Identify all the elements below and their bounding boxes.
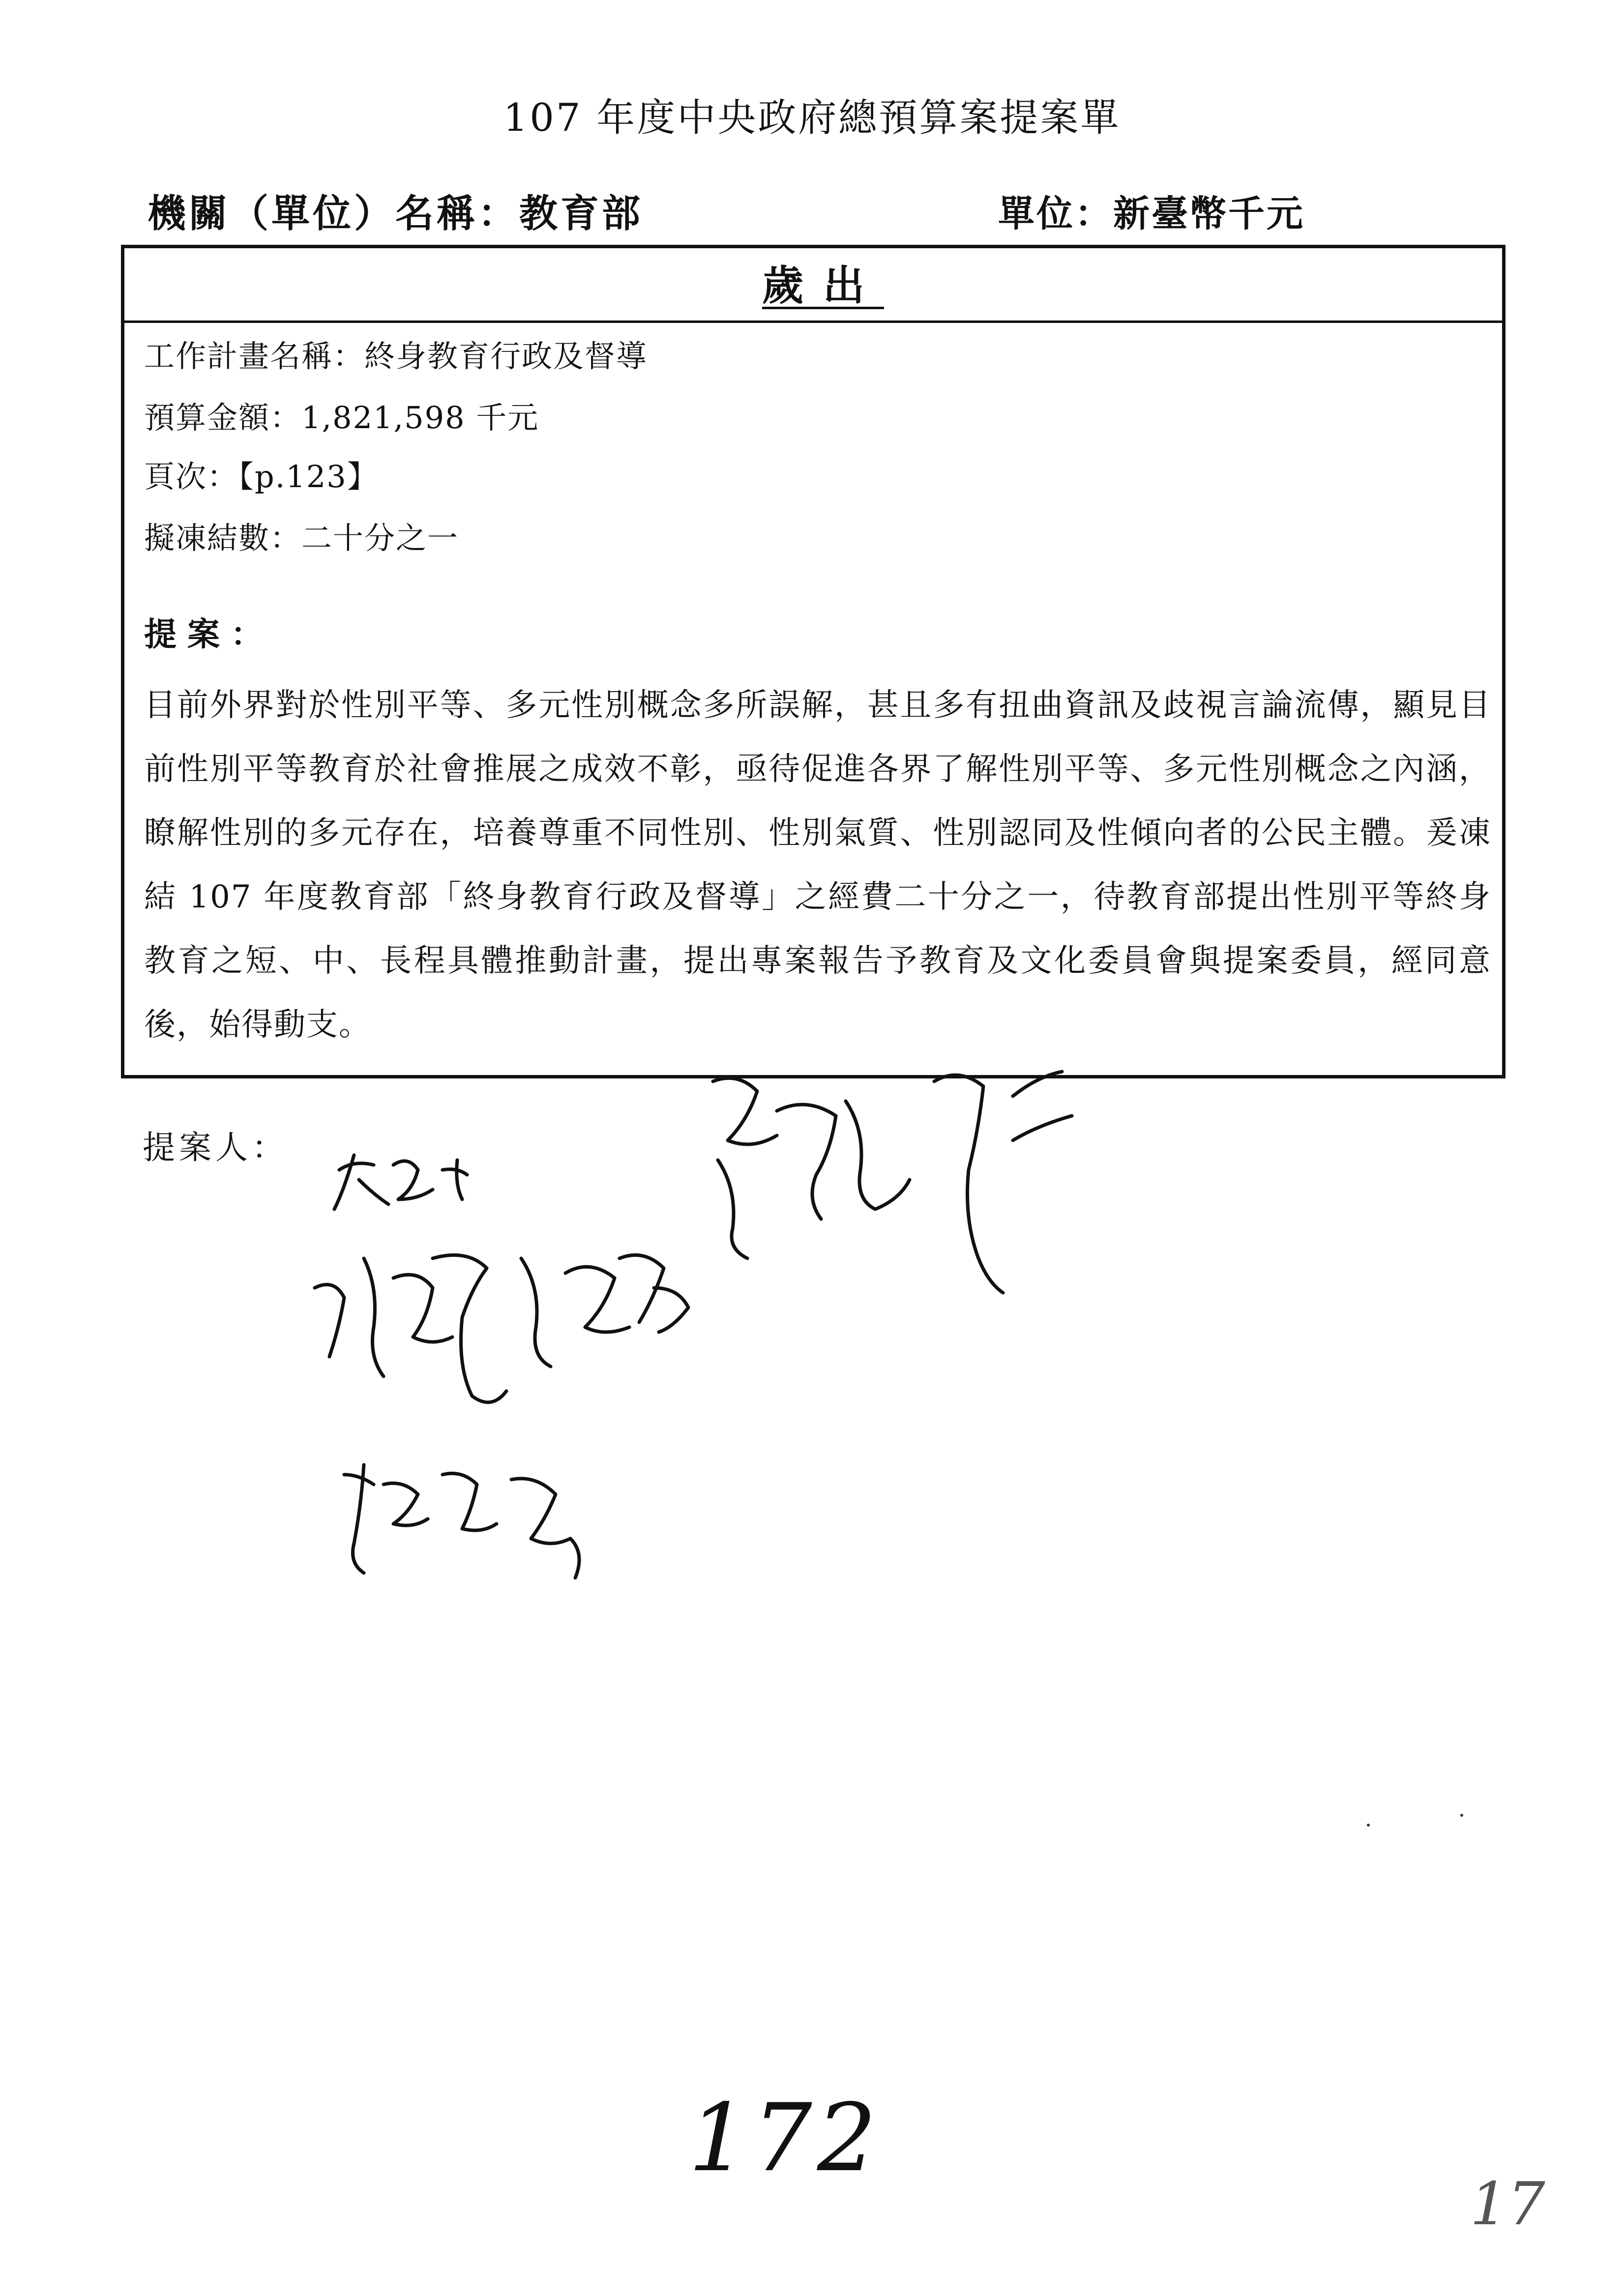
freeze-ratio: 擬凍結數：二十分之一 [144, 520, 459, 556]
scan-speck [1367, 1824, 1370, 1827]
signature-4 [344, 1465, 579, 1578]
page-reference: 頁次：【p.123】 [144, 459, 379, 494]
proposer-label: 提案人： [143, 1129, 288, 1166]
signature-3 [713, 1072, 1072, 1293]
handwritten-page-number: 172 [688, 2084, 882, 2192]
budget-amount: 預算金額：1,821,598 千元 [144, 400, 539, 436]
form-header [124, 248, 1502, 323]
signature-1 [334, 1155, 467, 1209]
work-plan-name: 工作計畫名稱：終身教育行政及督導 [144, 338, 648, 374]
proposal-heading: 提案： [144, 615, 274, 653]
expenditure-heading: 歲出 [762, 261, 884, 310]
currency-unit: 單位：新臺幣千元 [998, 193, 1305, 235]
scan-speck [1460, 1814, 1463, 1817]
proposal-form-box [121, 245, 1506, 1078]
signature-2 [315, 1255, 688, 1402]
handwritten-corner-mark: 17 [1470, 2170, 1545, 2238]
document-title: 107 年度中央政府總預算案提案單 [503, 96, 1121, 140]
agency-name: 機關（單位）名稱：教育部 [148, 191, 644, 236]
proposal-text: 目前外界對於性別平等、多元性別概念多所誤解，甚且多有扭曲資訊及歧視言論流傳，顯見目前性別平等教育於社會推展之成效不彰，亟待促進各界了解性別平等、多元性別概念之內涵，瞭解性別的多元存在，培養尊重不同性別、性別氣質、性別認同及性傾向者的公民主體。爰凍結 107 年度教育部「終身教育行政及督導」之經費二十分之一，待教育部提出性別平等終身教育之短、中、長程具體推動計畫，提出專案報告予教育及文化委員會與提案委員，經同意後，始得動支。 [144, 687, 1491, 1043]
